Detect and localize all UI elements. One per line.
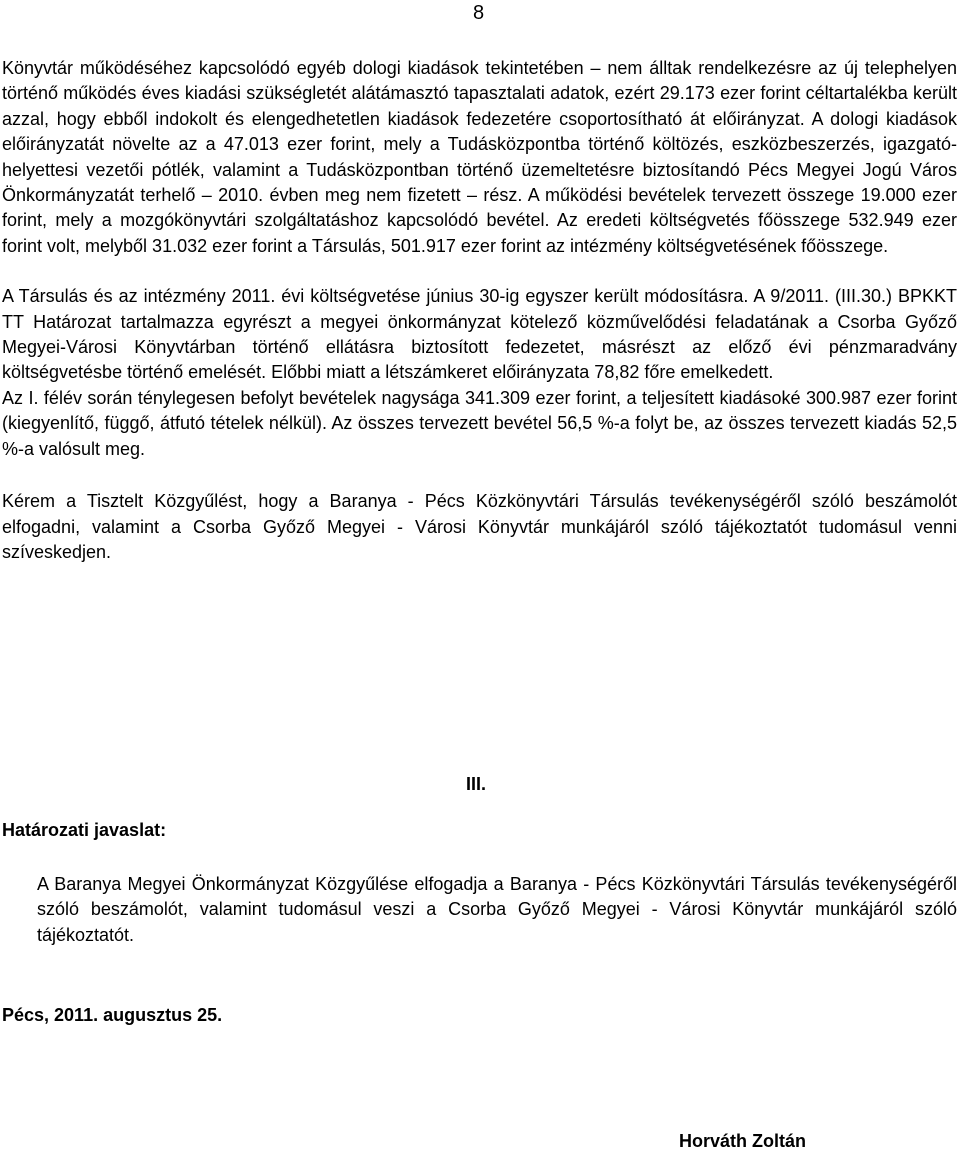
report-body xyxy=(2,56,957,565)
resolution-text: A Baranya Megyei Önkormányzat Közgyűlése elfogadja a Baranya - Pécs Közkönyvtári Társulás tevékenységéről szóló beszámolót, valamint tudomásul veszi a Csorba Győző Megyei - Városi Könyvtár munkájáról szóló tájékoztatót. xyxy=(37,874,957,945)
item-number: III. xyxy=(466,774,487,794)
resolution-label: Határozati javaslat: xyxy=(2,820,167,840)
paragraph-request: Kérem a Tisztelt Közgyűlést, hogy a Baranya - Pécs Közkönyvtári Társulás tevékenységéről szóló beszámolót elfogadni, valamint a Csorba Győző Megyei - Városi Könyvtár munkájáról szóló tájékoztatót tudomásul venni szíveskedjen. xyxy=(2,491,957,562)
paragraph-budget-modification: A Társulás és az intézmény 2011. évi költségvetése június 30-ig egyszer került módosításra. A 9/2011. (III.30.) BPKKT TT Határozat tartalmazza egyrészt a megyei önkormányzat kötelező közművelődési feladatának a Csorba Győző Megyei-Városi Könyvtárban történő ellátásra biztosított fedezetet, másrészt az előző évi pénzmaradvány költségvetésbe történő emelését. Előbbi miatt a létszámkeret előirányzata 78,82 főre emelkedett. xyxy=(2,286,957,383)
date-line: Pécs, 2011. augusztus 25. xyxy=(2,1005,223,1025)
page-number: 8 xyxy=(473,2,485,24)
paragraph-expenses: Könyvtár működéséhez kapcsolódó egyéb dologi kiadások tekintetében – nem álltak rendelkezésre az új telephelyen történő működés éves kiadási szükségletét alátámasztó tapasztalati adatok, ezért 29.173 ezer forint céltartalékba került azzal, hogy ebből indokolt és elengedhetetlen kiadások fedezetére csoportosítható át előirányzat. A dologi kiadások előirányzatát növelte az a 47.013 ezer forint, mely a Tudásközpontba történő költözés, eszközbeszerzés, igazgató-helyettesi vezetői pótlék, valamint a Tudásközpontban történő üzemeltetésre biztosítandó Pécs Megyei Jogú Város Önkormányzatát terhelő – 2010. évben meg nem fizetett – rész. A működési bevételek tervezett összege 19.000 ezer forint, mely a mozgókönyvtári szolgáltatáshoz kapcsolódó bevétel. Az eredeti költségvetés főösszege 532.949 ezer forint volt, melyből 31.032 ezer forint a Társulás, 501.917 ezer forint az intézmény költségvetésének főösszege. xyxy=(2,58,957,256)
signature: Horváth Zoltán xyxy=(679,1131,807,1151)
paragraph-first-half-results: Az I. félév során ténylegesen befolyt bevételek nagysága 341.309 ezer forint, a teljesített kiadásoké 300.987 ezer forint (kiegyenlítő, függő, átfutó tételek nélkül). Az összes tervezett bevétel 56,5 %-a folyt be, az összes tervezett kiadás 52,5 %-a valósult meg. xyxy=(2,387,957,459)
